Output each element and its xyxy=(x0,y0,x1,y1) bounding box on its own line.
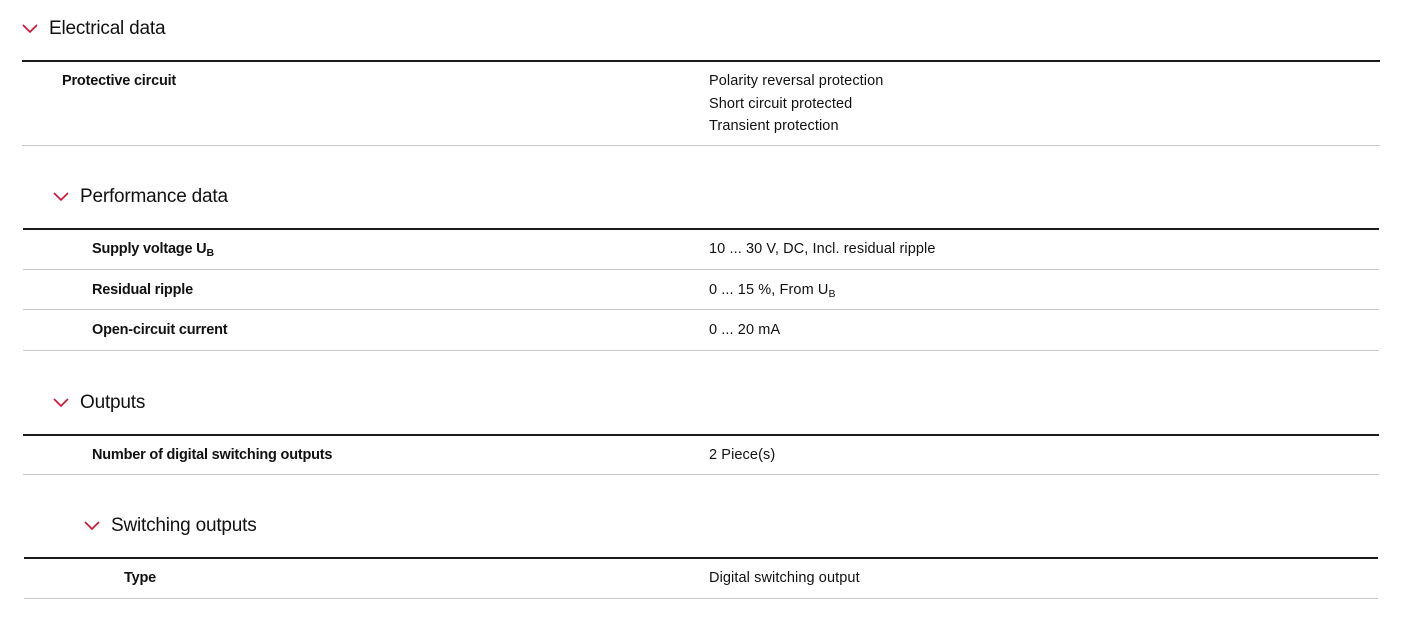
row-divider xyxy=(23,269,1379,270)
chevron-down-icon xyxy=(53,398,69,408)
spec-label-open-circuit-current: Open-circuit current xyxy=(92,322,228,338)
spec-value-line: Polarity reversal protection xyxy=(709,73,884,89)
chevron-down-icon xyxy=(53,192,69,202)
chevron-down-icon xyxy=(22,24,38,34)
spec-label-supply-voltage xyxy=(92,241,214,257)
subscript-b: B xyxy=(206,247,214,259)
section-title: Outputs xyxy=(80,392,146,413)
spec-value-protective-circuit xyxy=(709,70,883,138)
spec-label-digital-switching-outputs: Number of digital switching outputs xyxy=(92,447,333,463)
row-divider xyxy=(23,350,1379,351)
spec-label-residual-ripple: Residual ripple xyxy=(92,282,193,298)
spec-value-text: 0 ... 15 %, From U xyxy=(709,282,829,298)
section-divider xyxy=(24,557,1378,559)
row-divider xyxy=(23,474,1379,475)
section-title: Electrical data xyxy=(49,18,166,39)
spec-value-type: Digital switching output xyxy=(709,570,860,586)
spec-value-line: Transient protection xyxy=(709,118,839,134)
section-header-performance-data[interactable] xyxy=(53,186,228,208)
spec-value-line: Short circuit protected xyxy=(709,95,853,112)
section-divider xyxy=(23,434,1379,436)
spec-value-digital-switching-outputs: 2 Piece(s) xyxy=(709,447,776,463)
spec-label-protective-circuit: Protective circuit xyxy=(62,73,177,89)
section-divider xyxy=(22,60,1380,62)
section-title: Switching outputs xyxy=(111,515,257,536)
section-header-switching-outputs[interactable] xyxy=(84,515,257,537)
spec-value-open-circuit-current: 0 ... 20 mA xyxy=(709,322,781,338)
spec-value-residual-ripple xyxy=(709,279,836,302)
chevron-down-icon xyxy=(84,521,100,531)
subscript-b: B xyxy=(828,288,836,300)
row-divider xyxy=(23,309,1379,310)
spec-label-type: Type xyxy=(124,570,156,586)
spec-value-supply-voltage: 10 ... 30 V, DC, Incl. residual ripple xyxy=(709,241,936,257)
section-header-electrical-data[interactable] xyxy=(22,18,165,40)
row-divider xyxy=(24,598,1378,599)
row-divider xyxy=(22,145,1380,146)
spec-label-text: Supply voltage U xyxy=(92,241,207,257)
section-divider xyxy=(23,228,1379,230)
section-header-outputs[interactable] xyxy=(53,392,145,414)
section-title: Performance data xyxy=(80,186,228,207)
